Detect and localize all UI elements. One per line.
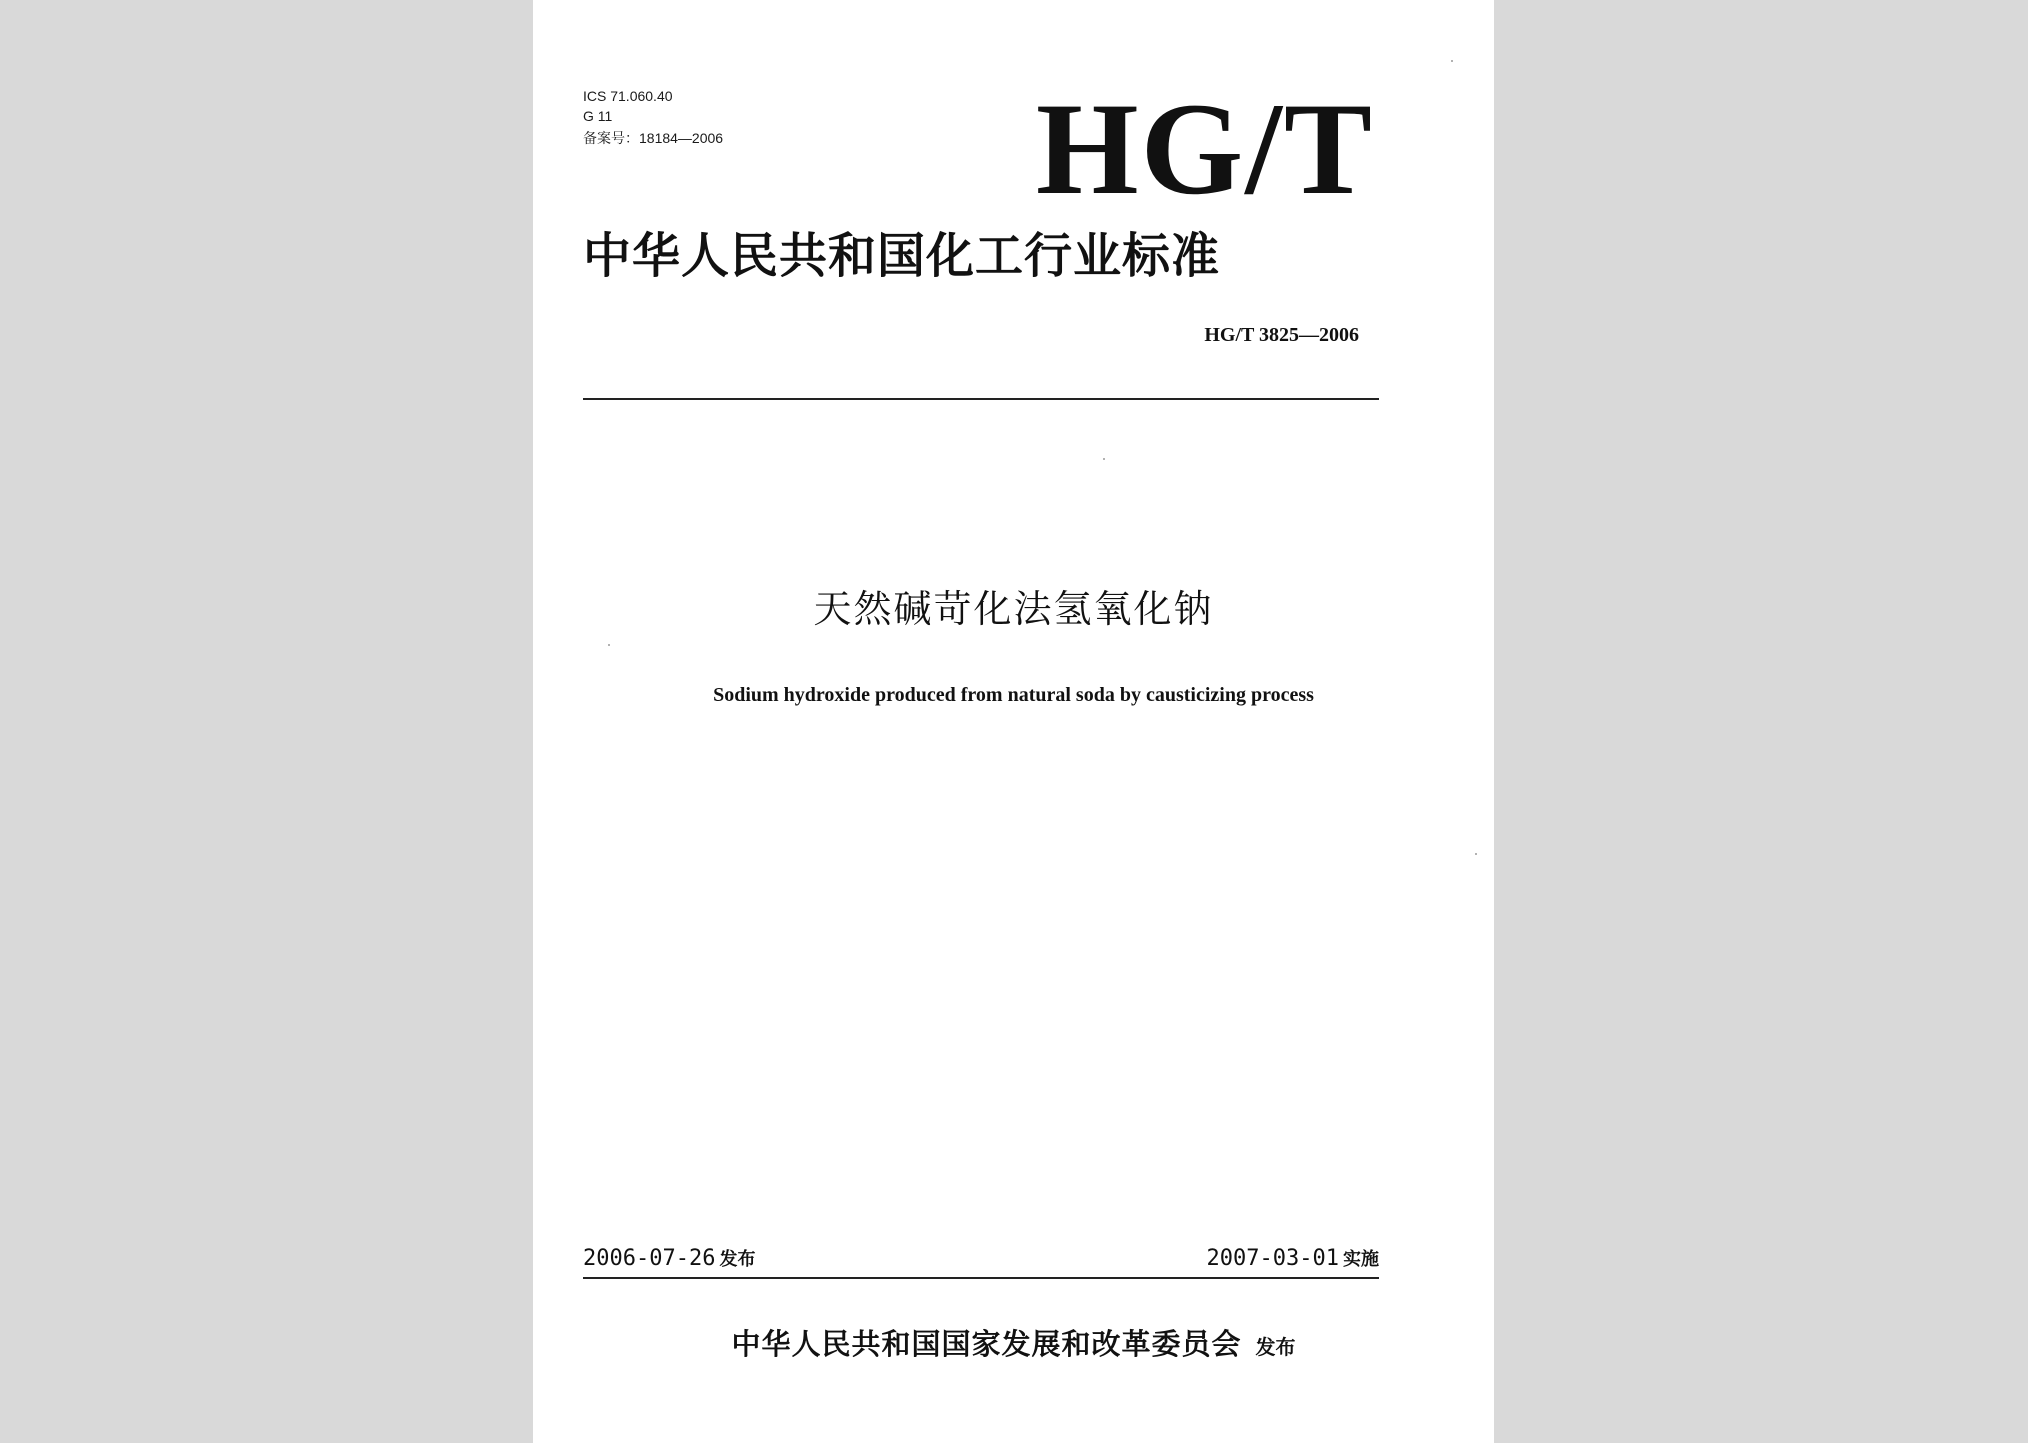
- implement-date: 2007-03-01: [1206, 1246, 1339, 1271]
- date-row: [583, 1244, 1379, 1278]
- document-title-english: Sodium hydroxide produced from natural soda by causticizing process: [713, 684, 1314, 706]
- scan-speck: [1103, 458, 1105, 460]
- implement-date-block: [1207, 1244, 1379, 1275]
- implement-label: 实施: [1343, 1249, 1379, 1270]
- issue-label: 发布: [719, 1249, 756, 1270]
- issue-date: 2006-07-26: [583, 1246, 716, 1271]
- issuer-row: [533, 1324, 1494, 1367]
- industry-standard-title: 中华人民共和国化工行业标准: [583, 228, 1221, 284]
- issuer-verb: 发布: [1255, 1335, 1296, 1359]
- footer-divider: [583, 1277, 1379, 1279]
- document-title-chinese: 天然碱苛化法氢氧化钠: [813, 587, 1214, 631]
- record-number: 备案号：18184—2006: [583, 130, 724, 146]
- document-page: [533, 0, 1494, 1443]
- issue-date-block: [583, 1244, 755, 1275]
- scan-speck: [1451, 60, 1453, 62]
- ics-code: ICS 71.060.40: [583, 88, 673, 104]
- standard-code-logo: HG/T: [1035, 75, 1374, 222]
- standard-number: HG/T 3825—2006: [1204, 324, 1359, 346]
- ccs-code: G 11: [583, 108, 613, 124]
- scan-speck: [608, 644, 610, 646]
- issuing-authority: 中华人民共和国国家发展和改革委员会: [731, 1327, 1242, 1361]
- scan-speck: [1475, 853, 1477, 855]
- header-divider: [583, 398, 1379, 400]
